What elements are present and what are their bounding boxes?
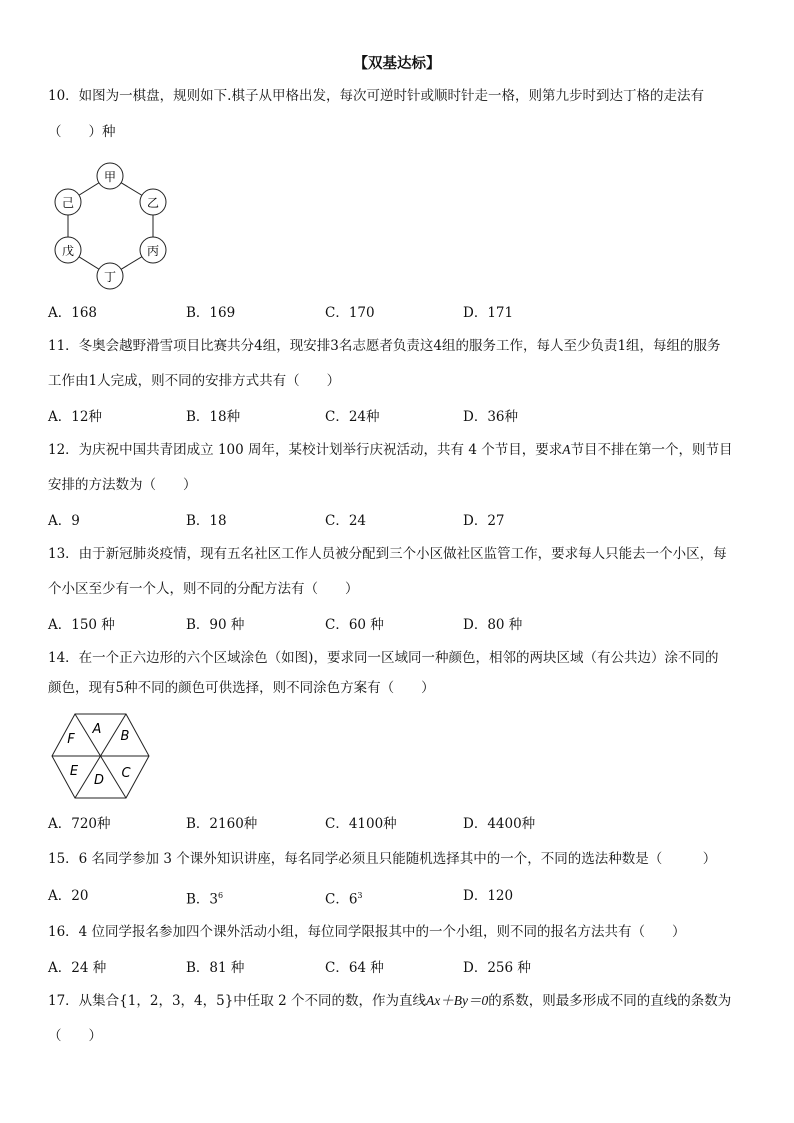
q13-option-c[interactable]: C．60 种 xyxy=(325,617,384,633)
q16-option-a[interactable]: A．24 种 xyxy=(48,960,107,976)
q10-option-a[interactable]: A．168 xyxy=(48,305,98,321)
q15-option-b-base: B．3 xyxy=(186,891,219,908)
board-node-yi xyxy=(140,189,166,215)
section-header: 【双基达标】 xyxy=(353,56,441,72)
q10-option-d[interactable]: D．171 xyxy=(463,305,514,321)
q16-option-b[interactable]: B．81 种 xyxy=(186,960,245,976)
q12-stem-part-2: 节目不排在第一个，则节目 xyxy=(570,442,733,458)
q11-option-a[interactable]: A．12种 xyxy=(48,409,102,425)
q13-option-b[interactable]: B．90 种 xyxy=(186,617,245,633)
q15-option-c[interactable] xyxy=(325,887,363,909)
q11-option-c[interactable]: C．24种 xyxy=(325,409,380,425)
q14-option-b[interactable]: B．2160种 xyxy=(186,816,258,832)
q14-option-d[interactable]: D．4400种 xyxy=(463,816,536,832)
hex-region-b: B xyxy=(120,729,130,744)
svg-text:乙: 乙 xyxy=(146,196,160,210)
board-node-wu xyxy=(55,237,81,263)
q10-stem-line-1: 10．如图为一棋盘，规则如下.棋子从甲格出发，每次可逆时针或顺时针走一格，则第九步时到达丁格的走法有 xyxy=(48,88,704,104)
q15-option-b-exponent: 6 xyxy=(218,891,224,900)
q17-stem-part-1: 17．从集合{1，2，3，4，5}中任取 2 个不同的数，作为直线 xyxy=(48,993,426,1009)
q15-option-d[interactable]: D．120 xyxy=(463,888,514,904)
svg-text:丁: 丁 xyxy=(103,270,117,284)
hex-region-c: C xyxy=(121,766,131,781)
q16-option-d[interactable]: D．256 种 xyxy=(463,960,531,976)
q15-option-c-exponent: 3 xyxy=(357,891,363,900)
q14-option-c[interactable]: C．4100种 xyxy=(325,816,397,832)
q13-option-d[interactable]: D．80 种 xyxy=(463,617,523,633)
q12-option-c[interactable]: C．24 xyxy=(325,513,367,529)
q15-option-a[interactable]: A．20 xyxy=(48,888,89,904)
board-node-ji xyxy=(55,189,81,215)
hex-region-a: A xyxy=(92,722,102,737)
q12-option-a[interactable]: A．9 xyxy=(48,513,80,529)
board-node-jia xyxy=(97,163,123,189)
q13-stem-line-2: 个小区至少有一个人，则不同的分配方法有（ ） xyxy=(48,581,359,597)
q11-stem-line-2: 工作由1人完成，则不同的安排方式共有（ ） xyxy=(48,373,341,389)
q13-stem-line-1: 13．由于新冠肺炎疫情，现有五名社区工作人员被分配到三个小区做社区监管工作，要求每人只能去一个小区，每 xyxy=(48,546,727,562)
q12-option-b[interactable]: B．18 xyxy=(186,513,227,529)
svg-text:丙: 丙 xyxy=(146,244,160,258)
q17-equation: Ax＋By＝0 xyxy=(425,993,489,1008)
board-node-bing xyxy=(140,237,166,263)
q14-hexagon-figure xyxy=(48,712,160,804)
q10-option-c[interactable]: C．170 xyxy=(325,305,375,321)
q17-stem-part-2: 的系数，则最多形成不同的直线的条数为 xyxy=(488,993,732,1009)
q12-stem-line-2: 安排的方法数为（ ） xyxy=(48,477,197,493)
q16-stem-line-1: 16．4 位同学报名参加四个课外活动小组，每位同学限报其中的一个小组，则不同的报名方法共有（ ） xyxy=(48,924,686,940)
q17-stem-line-1 xyxy=(48,992,731,1010)
q12-stem-part-1: 12．为庆祝中国共青团成立 100 周年，某校计划举行庆祝活动，共有 4 个节目，要求 xyxy=(48,442,563,458)
q10-option-b[interactable]: B．169 xyxy=(186,305,236,321)
svg-text:戊: 戊 xyxy=(61,244,75,258)
hex-region-e: E xyxy=(69,764,79,779)
q12-variable-a: A xyxy=(562,442,571,457)
svg-text:己: 己 xyxy=(61,196,75,210)
q13-option-a[interactable]: A．150 种 xyxy=(48,617,115,633)
q12-option-d[interactable]: D．27 xyxy=(463,513,505,529)
q15-option-b[interactable] xyxy=(186,887,223,909)
hex-region-d: D xyxy=(93,773,105,788)
q11-option-b[interactable]: B．18种 xyxy=(186,409,241,425)
q17-stem-line-2: （ ） xyxy=(48,1028,102,1044)
q14-option-a[interactable]: A．720种 xyxy=(48,816,111,832)
q10-board-figure xyxy=(48,162,178,292)
board-node-ding xyxy=(97,263,123,289)
q16-option-c[interactable]: C．64 种 xyxy=(325,960,384,976)
q15-stem-line-1: 15．6 名同学参加 3 个课外知识讲座，每名同学必须且只能随机选择其中的一个，不同的选法种数是（ ） xyxy=(48,851,717,867)
q14-stem-line-1: 14．在一个正六边形的六个区域涂色（如图)，要求同一区域同一种颜色，相邻的两块区域（有公共边）涂不同的 xyxy=(48,650,719,666)
q15-option-c-base: C．6 xyxy=(325,891,358,908)
q10-stem-line-2: （ ）种 xyxy=(48,124,116,140)
q12-stem-line-1 xyxy=(48,441,732,459)
q11-stem-line-1: 11．冬奥会越野滑雪项目比赛共分4组，现安排3名志愿者负责这4组的服务工作，每人至少负责1组，每组的服务 xyxy=(48,338,721,354)
q14-stem-line-2: 颜色，现有5种不同的颜色可供选择，则不同涂色方案有（ ） xyxy=(48,680,435,696)
svg-text:甲: 甲 xyxy=(103,170,117,184)
q11-option-d[interactable]: D．36种 xyxy=(463,409,519,425)
hex-region-f: F xyxy=(67,732,75,747)
